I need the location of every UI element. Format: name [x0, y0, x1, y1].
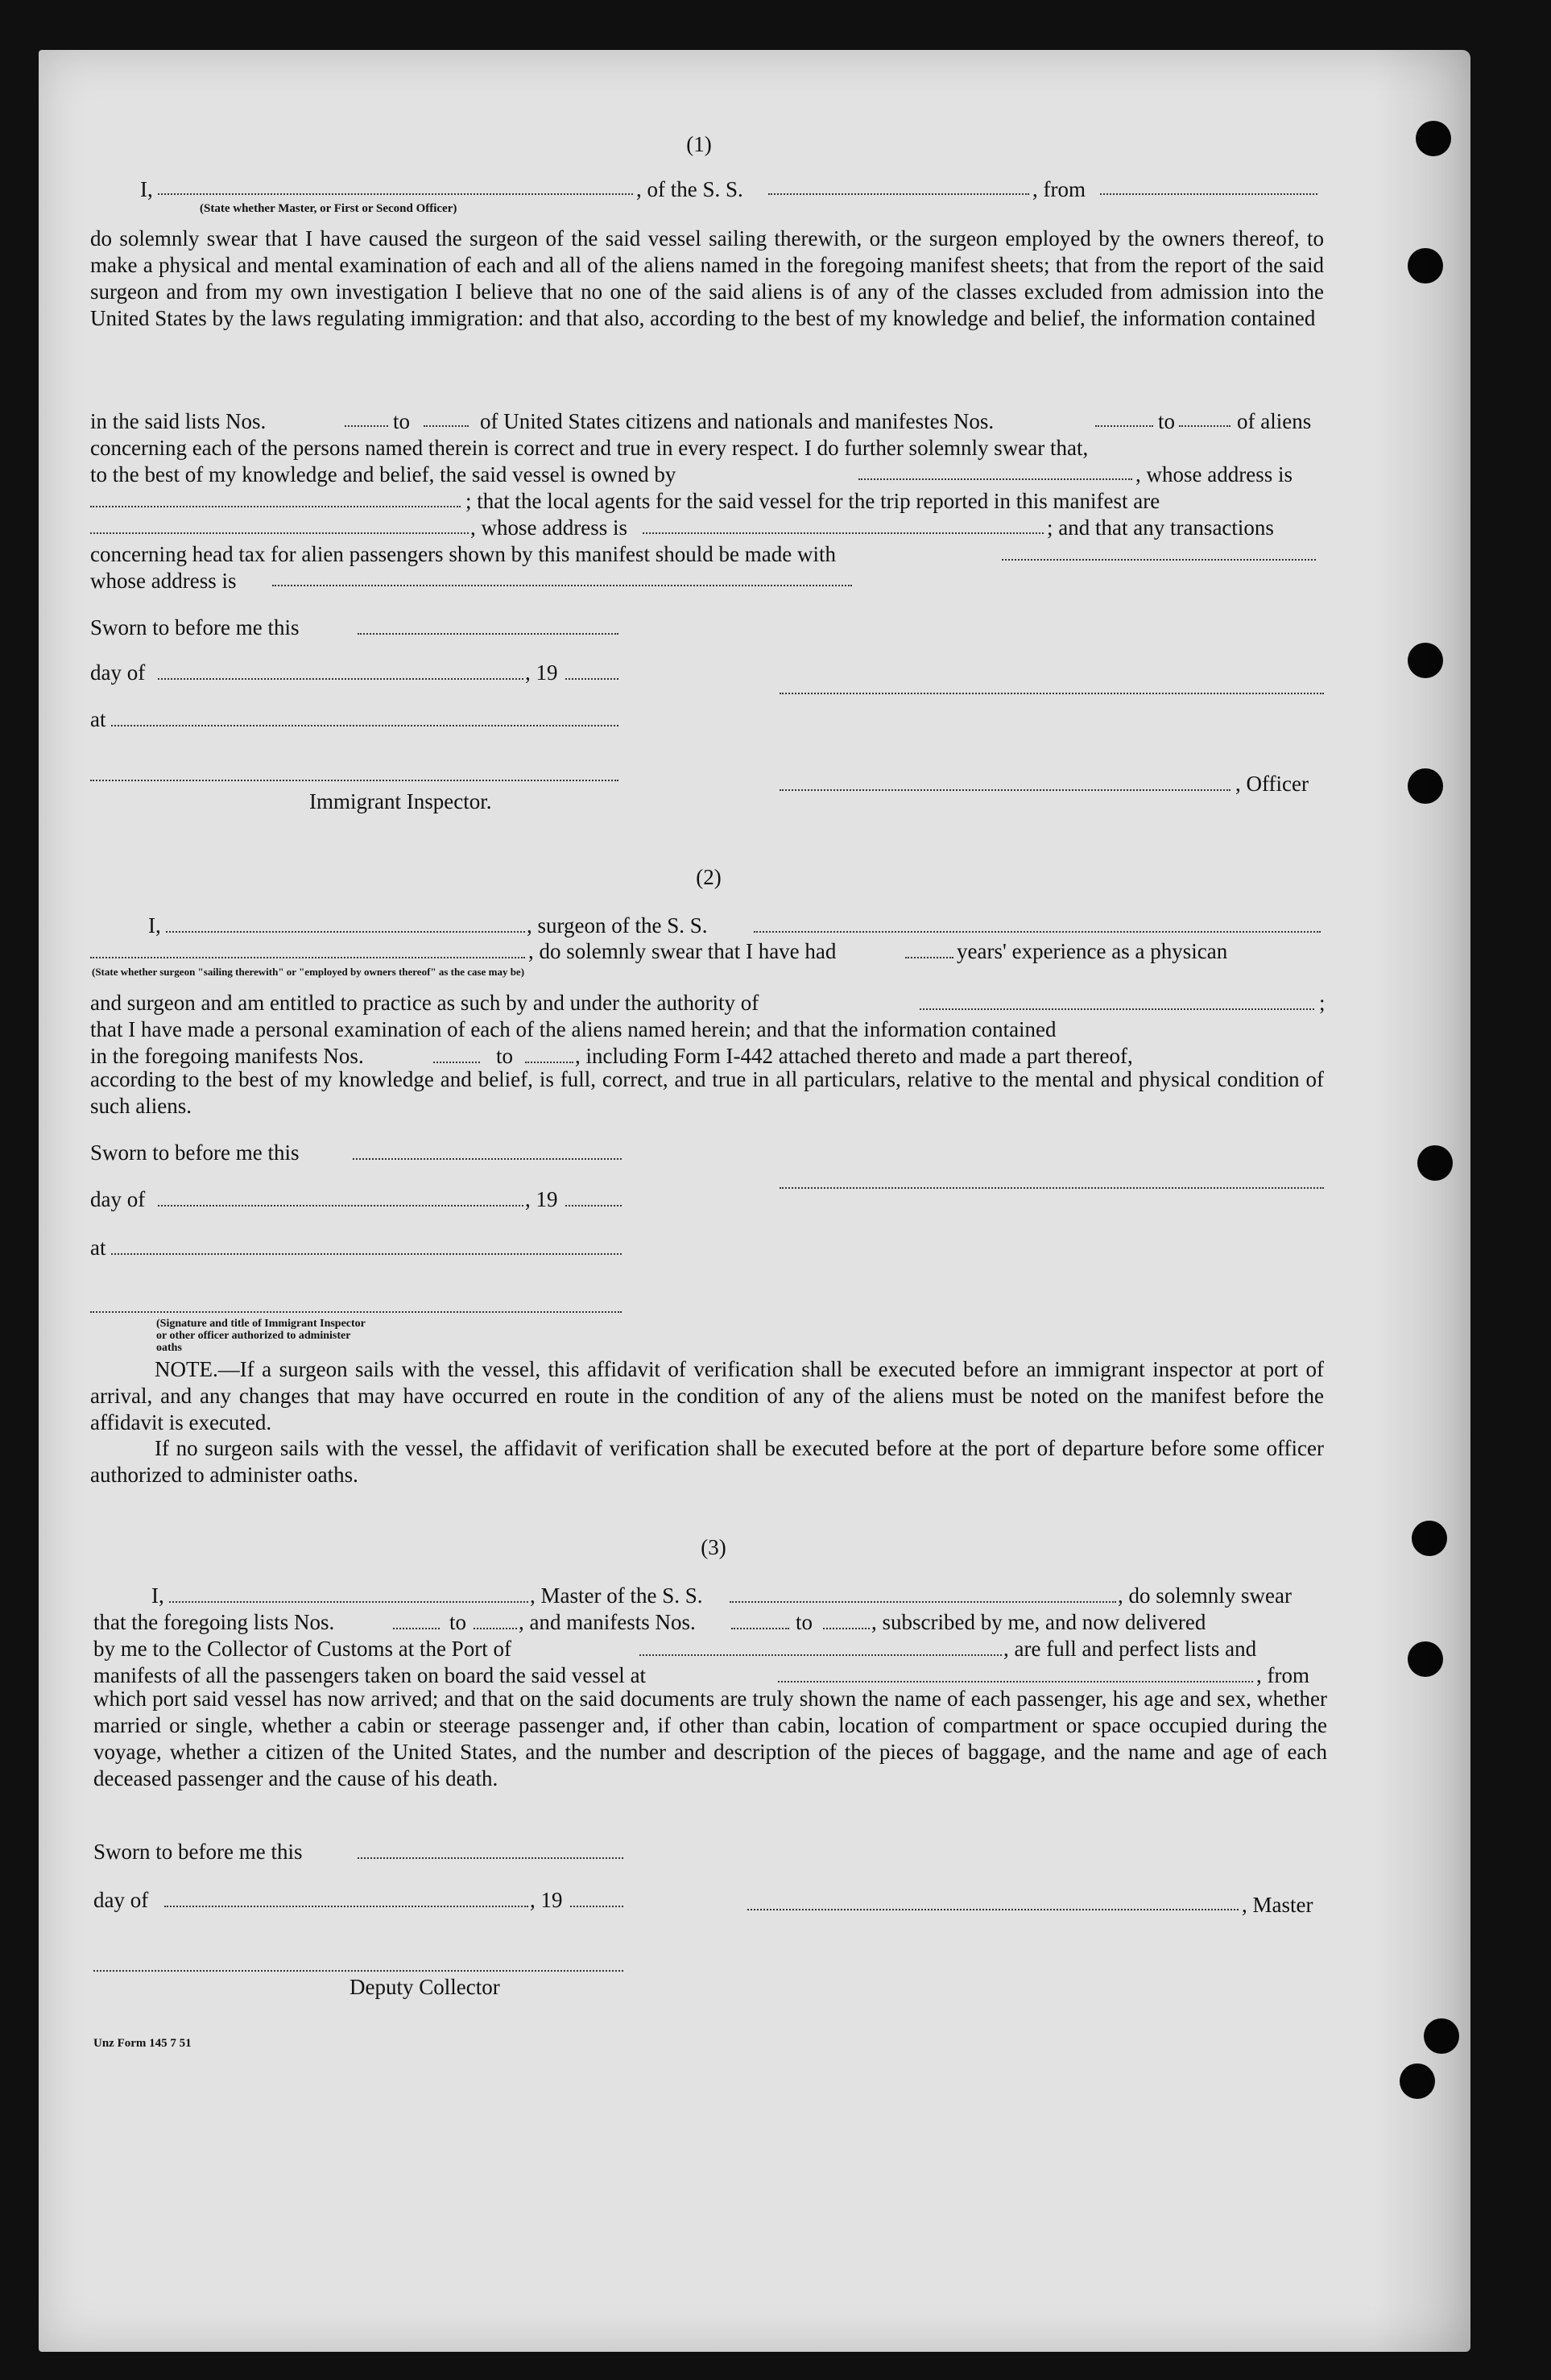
s2-manifests-from-blank[interactable] [433, 1062, 480, 1063]
s1-at: at [90, 707, 106, 731]
s3-from: , from [1256, 1663, 1309, 1687]
s3-manifests-to: to [796, 1610, 813, 1634]
s1-officer-note: (State whether Master, or First or Second Officer) [200, 202, 457, 215]
s3-solemnly-swear: , do solemnly swear [1118, 1583, 1292, 1608]
s3-collector-sig-blank[interactable] [93, 1970, 623, 1972]
s1-officer-label: , Officer [1235, 772, 1309, 796]
s2-form-i442: , including Form I-442 attached thereto and made a part thereof, [575, 1044, 1133, 1068]
s1-signature-blank-upper[interactable] [780, 693, 1324, 694]
s1-day-blank[interactable] [158, 678, 523, 680]
s3-collector-label: Deputy Collector [349, 1975, 500, 1999]
s1-manifests-to: to [1158, 409, 1176, 433]
s3-day-blank[interactable] [164, 1906, 528, 1907]
s1-of-ss: , of the S. S. [636, 177, 743, 201]
section-2-heading: (2) [696, 865, 722, 889]
s3-manifests-to-blank[interactable] [823, 1628, 870, 1629]
s1-year-blank[interactable] [565, 678, 618, 680]
s2-authority: and surgeon and am entitled to practice as such by and under the authority of [90, 991, 759, 1015]
document-page [39, 50, 1470, 2352]
punch-hole [1417, 1145, 1453, 1181]
s1-concerning: concerning each of the persons named therein is correct and true in every respect. I do further solemnly swear that, [90, 436, 1089, 460]
s1-officer-blank[interactable] [158, 193, 633, 195]
s1-sworn-blank[interactable] [358, 633, 618, 635]
s1-head-tax: concerning head tax for alien passengers shown by this manifest should be made with [90, 542, 837, 566]
s1-citizens-text: of United States citizens and nationals and manifestes Nos. [480, 409, 995, 433]
s2-examination: that I have made a personal examination of each of the aliens named herein; and that the information contained [90, 1017, 1057, 1041]
s3-day-of: day of [93, 1888, 149, 1912]
s1-at-blank[interactable] [111, 725, 618, 726]
s2-i: I, [148, 913, 161, 938]
section-3-heading: (3) [701, 1535, 726, 1559]
s1-inspector-sig-blank[interactable] [90, 780, 618, 781]
punch-hole [1416, 121, 1451, 156]
s2-solemnly-swear: , do solemnly swear that I have had [528, 939, 837, 963]
s2-manifests-to: to [496, 1044, 514, 1068]
s3-lists-label: that the foregoing lists Nos. [93, 1610, 335, 1634]
s1-lists-from-blank[interactable] [345, 425, 388, 427]
s3-i: I, [151, 1583, 164, 1608]
s1-sworn: Sworn to before me this [90, 615, 300, 639]
s2-semicolon: ; [1319, 991, 1326, 1015]
s3-master-of-ss: , Master of the S. S. [530, 1583, 703, 1608]
s2-surgeon-note: (State whether surgeon "sailing therewith" or "employed by owners thereof" as the case may be) [92, 966, 525, 978]
s2-years-blank[interactable] [905, 957, 953, 958]
s3-sworn: Sworn to before me this [93, 1840, 303, 1864]
s2-note-2: If no surgeon sails with the vessel, the affidavit of verification shall be executed before at the port of departure before some officer authorized to administer oaths. [90, 1436, 1324, 1487]
punch-hole [1412, 1521, 1447, 1556]
s3-port-blank[interactable] [639, 1654, 1002, 1656]
s1-lists-to: to [393, 409, 411, 433]
s2-years-experience: years' experience as a physican [957, 939, 1228, 963]
s3-manifests-label: , and manifests Nos. [519, 1610, 696, 1634]
s3-sworn-blank[interactable] [358, 1857, 623, 1859]
s1-vessel-blank[interactable] [768, 193, 1029, 195]
s1-from: , from [1032, 177, 1086, 201]
s2-at: at [90, 1236, 106, 1260]
s2-manifests-to-blank[interactable] [525, 1062, 573, 1063]
s3-full-lists: , are full and perfect lists and [1003, 1637, 1257, 1661]
s3-master-label: , Master [1242, 1893, 1313, 1917]
s3-year-blank[interactable] [570, 1906, 623, 1907]
s1-manifests-from-blank[interactable] [1095, 425, 1153, 427]
s2-inspector-sig-blank[interactable] [90, 1311, 622, 1313]
s1-year: , 19 [525, 660, 558, 685]
s3-taken-on-board: manifests of all the passengers taken on board the said vessel at [93, 1663, 647, 1687]
s1-owner-address-label: , whose address is [1135, 462, 1292, 486]
s1-agents-blank[interactable] [90, 532, 469, 534]
s2-signature-blank[interactable] [780, 1187, 1324, 1189]
s1-lists-to-blank[interactable] [424, 425, 469, 427]
s1-owner-blank[interactable] [858, 478, 1132, 480]
s3-master-sig-blank[interactable] [747, 1909, 1239, 1910]
s2-condition-paragraph: according to the best of my knowledge and belief, is full, correct, and true in all particulars, relative to the mental and physical condition of such aliens. [90, 1067, 1324, 1118]
s2-year-blank[interactable] [565, 1205, 622, 1207]
s3-oath-paragraph: which port said vessel has now arrived; and that on the said documents are truly shown the name of each passenger, his age and sex, whether married or single, whether a cabin or steerage passenger and, if other than cabin, location of compartment or space occupied during the voyage, whether a citizen of the United States, and the number and description of the pieces of baggage, and the name and age of each deceased passenger and the cause of his death. [93, 1687, 1327, 1790]
s1-transactions: ; and that any transactions [1047, 515, 1274, 540]
s2-sworn-blank[interactable] [353, 1158, 622, 1160]
s2-authority-blank[interactable] [920, 1008, 1314, 1010]
form-id: Unz Form 145 7 51 [93, 2037, 192, 2050]
s1-whose-address: whose address is [90, 569, 237, 593]
s2-manifests-label: in the foregoing manifests Nos. [90, 1044, 364, 1068]
s3-vessel-blank[interactable] [730, 1601, 1116, 1603]
s3-lists-to-blank[interactable] [474, 1628, 517, 1629]
s3-lists-from-blank[interactable] [393, 1628, 440, 1629]
s2-day-of: day of [90, 1187, 146, 1211]
s3-year: , 19 [530, 1888, 563, 1912]
s1-from-blank[interactable] [1100, 193, 1317, 195]
s2-surgeon-of-ss: , surgeon of the S. S. [527, 913, 708, 938]
punch-hole [1424, 2018, 1459, 2054]
punch-hole [1408, 248, 1443, 284]
s3-manifests-from-blank[interactable] [731, 1628, 789, 1629]
s1-agents-address-blank[interactable] [643, 532, 1044, 534]
s3-port-of-embark-blank[interactable] [778, 1681, 1253, 1683]
section-1-heading: (1) [686, 132, 712, 156]
s3-master-name-blank[interactable] [169, 1601, 528, 1603]
s2-vessel-blank[interactable] [754, 931, 1321, 933]
punch-hole [1408, 1641, 1443, 1677]
s2-sworn: Sworn to before me this [90, 1140, 300, 1165]
s3-subscribed: , subscribed by me, and now delivered [871, 1610, 1206, 1634]
s1-manifests-to-blank[interactable] [1179, 425, 1230, 427]
s1-head-tax-address-blank[interactable] [272, 585, 852, 586]
s2-at-blank[interactable] [111, 1253, 622, 1255]
s2-surgeon-name-blank[interactable] [166, 931, 525, 933]
s2-line2-blank[interactable] [90, 957, 525, 958]
punch-hole [1408, 768, 1443, 804]
s2-note-1: NOTE.—If a surgeon sails with the vessel, this affidavit of verification shall be executed before an immigrant inspector at port of arrival, and any changes that may have occurred en route in the condition of any of the aliens must be noted on the manifest before the affidavit is executed. [90, 1357, 1324, 1434]
s1-local-agents: ; that the local agents for the said vessel for the trip reported in this manifest are [465, 489, 1160, 513]
s1-owned-by: to the best of my knowledge and belief, the said vessel is owned by [90, 462, 676, 486]
s1-owner-address-blank[interactable] [90, 506, 461, 507]
s1-officer-sig-blank[interactable] [780, 789, 1230, 791]
punch-hole [1408, 643, 1443, 678]
s1-i: I, [140, 177, 153, 201]
s2-year: , 19 [525, 1187, 558, 1211]
s1-inspector-label: Immigrant Inspector. [309, 789, 492, 813]
s3-lists-to: to [449, 1610, 467, 1634]
s1-lists-label: in the said lists Nos. [90, 409, 267, 433]
s1-of-aliens: of aliens [1237, 409, 1312, 433]
s2-day-blank[interactable] [158, 1205, 523, 1207]
s1-agents-address-label: , whose address is [470, 515, 627, 540]
s2-sig-note: (Signature and title of Immigrant Inspector or other officer authorized to administer oaths [156, 1318, 366, 1354]
punch-hole [1400, 2063, 1435, 2099]
s3-port-label: by me to the Collector of Customs at the Port of [93, 1637, 511, 1661]
s1-day-of: day of [90, 660, 146, 685]
s1-head-tax-blank[interactable] [1002, 559, 1316, 561]
s1-oath-paragraph: do solemnly swear that I have caused the surgeon of the said vessel sailing therewith, or the surgeon employed by the owners thereof, to make a physical and mental examination of each and all of the aliens named in the foregoing manifest sheets; that from the report of the said surgeon and from my own investigation I believe that no one of the said aliens is of any of the classes excluded from admission into the United States by the laws regulating immigration: and that also, according to the best of my knowledge and belief, the information contained [90, 226, 1324, 330]
